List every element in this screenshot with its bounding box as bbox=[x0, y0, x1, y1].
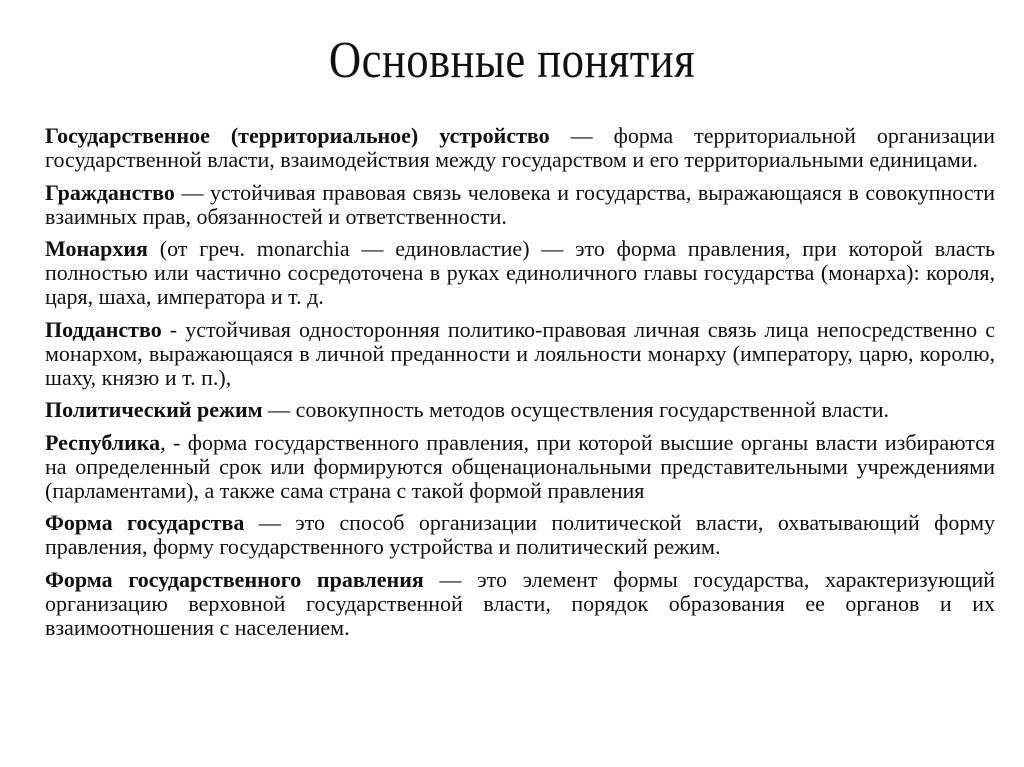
definition-text: — это способ организации политической власти, охватывающий форму правления, форму государственного устройства и политический режим. bbox=[45, 510, 996, 559]
definition-political-regime bbox=[45, 398, 995, 422]
definition-text: — форма территориальной организации государственной власти, взаимодействия между государством и его территориальными единицами. bbox=[45, 123, 995, 172]
definition-term: Подданство bbox=[45, 316, 162, 342]
definition-text: — это элемент формы государства, характеризующий организацию верховной государственной власти, порядок образования ее органов и их взаимоотношения с населением. bbox=[45, 566, 995, 640]
definition-form-of-state bbox=[45, 511, 995, 559]
definition-subjecthood bbox=[45, 318, 995, 390]
slide-title: Основные понятия bbox=[328, 32, 696, 89]
definition-term: Республика bbox=[45, 429, 161, 455]
definition-text: (от греч. monarchia — единовластие) — это форма правления, при которой власть полностью или частично сосредоточена в руках единоличного главы государства (монарха): короля, царя, шаха, императора и т. д. bbox=[45, 236, 995, 309]
definition-text: - устойчивая односторонняя политико-правовая личная связь лица непосредственно с монархом, выражающаяся в личной преданности и лояльности монарху (императору, царю, королю, шаху, князю и т. п.), bbox=[45, 316, 995, 390]
definition-term: Монархия bbox=[45, 236, 148, 261]
definition-term: Политический режим bbox=[45, 397, 263, 422]
definition-text: , - форма государственного правления, при которой высшие органы власти избираются на определенный срок или формируются общенациональными представительными учреждениями (парламентами), а также сама страна с такой формой правления bbox=[45, 429, 995, 503]
definition-monarchy bbox=[45, 237, 995, 309]
definition-term: Гражданство bbox=[45, 179, 175, 205]
definition-territorial-structure bbox=[45, 124, 995, 172]
definition-term: Форма государственного правления bbox=[45, 566, 424, 592]
definition-citizenship bbox=[45, 181, 995, 229]
definition-republic bbox=[45, 431, 995, 503]
definition-text: — устойчивая правовая связь человека и государства, выражающаяся в совокупности взаимных прав, обязанностей и ответственности. bbox=[45, 179, 995, 229]
definition-text: — совокупность методов осуществления государственной власти. bbox=[262, 397, 889, 422]
definition-form-of-government bbox=[45, 568, 995, 640]
definitions-list bbox=[45, 124, 995, 648]
definition-term: Форма государства bbox=[45, 510, 245, 535]
definition-term: Государственное (территориальное) устройство bbox=[45, 123, 550, 148]
